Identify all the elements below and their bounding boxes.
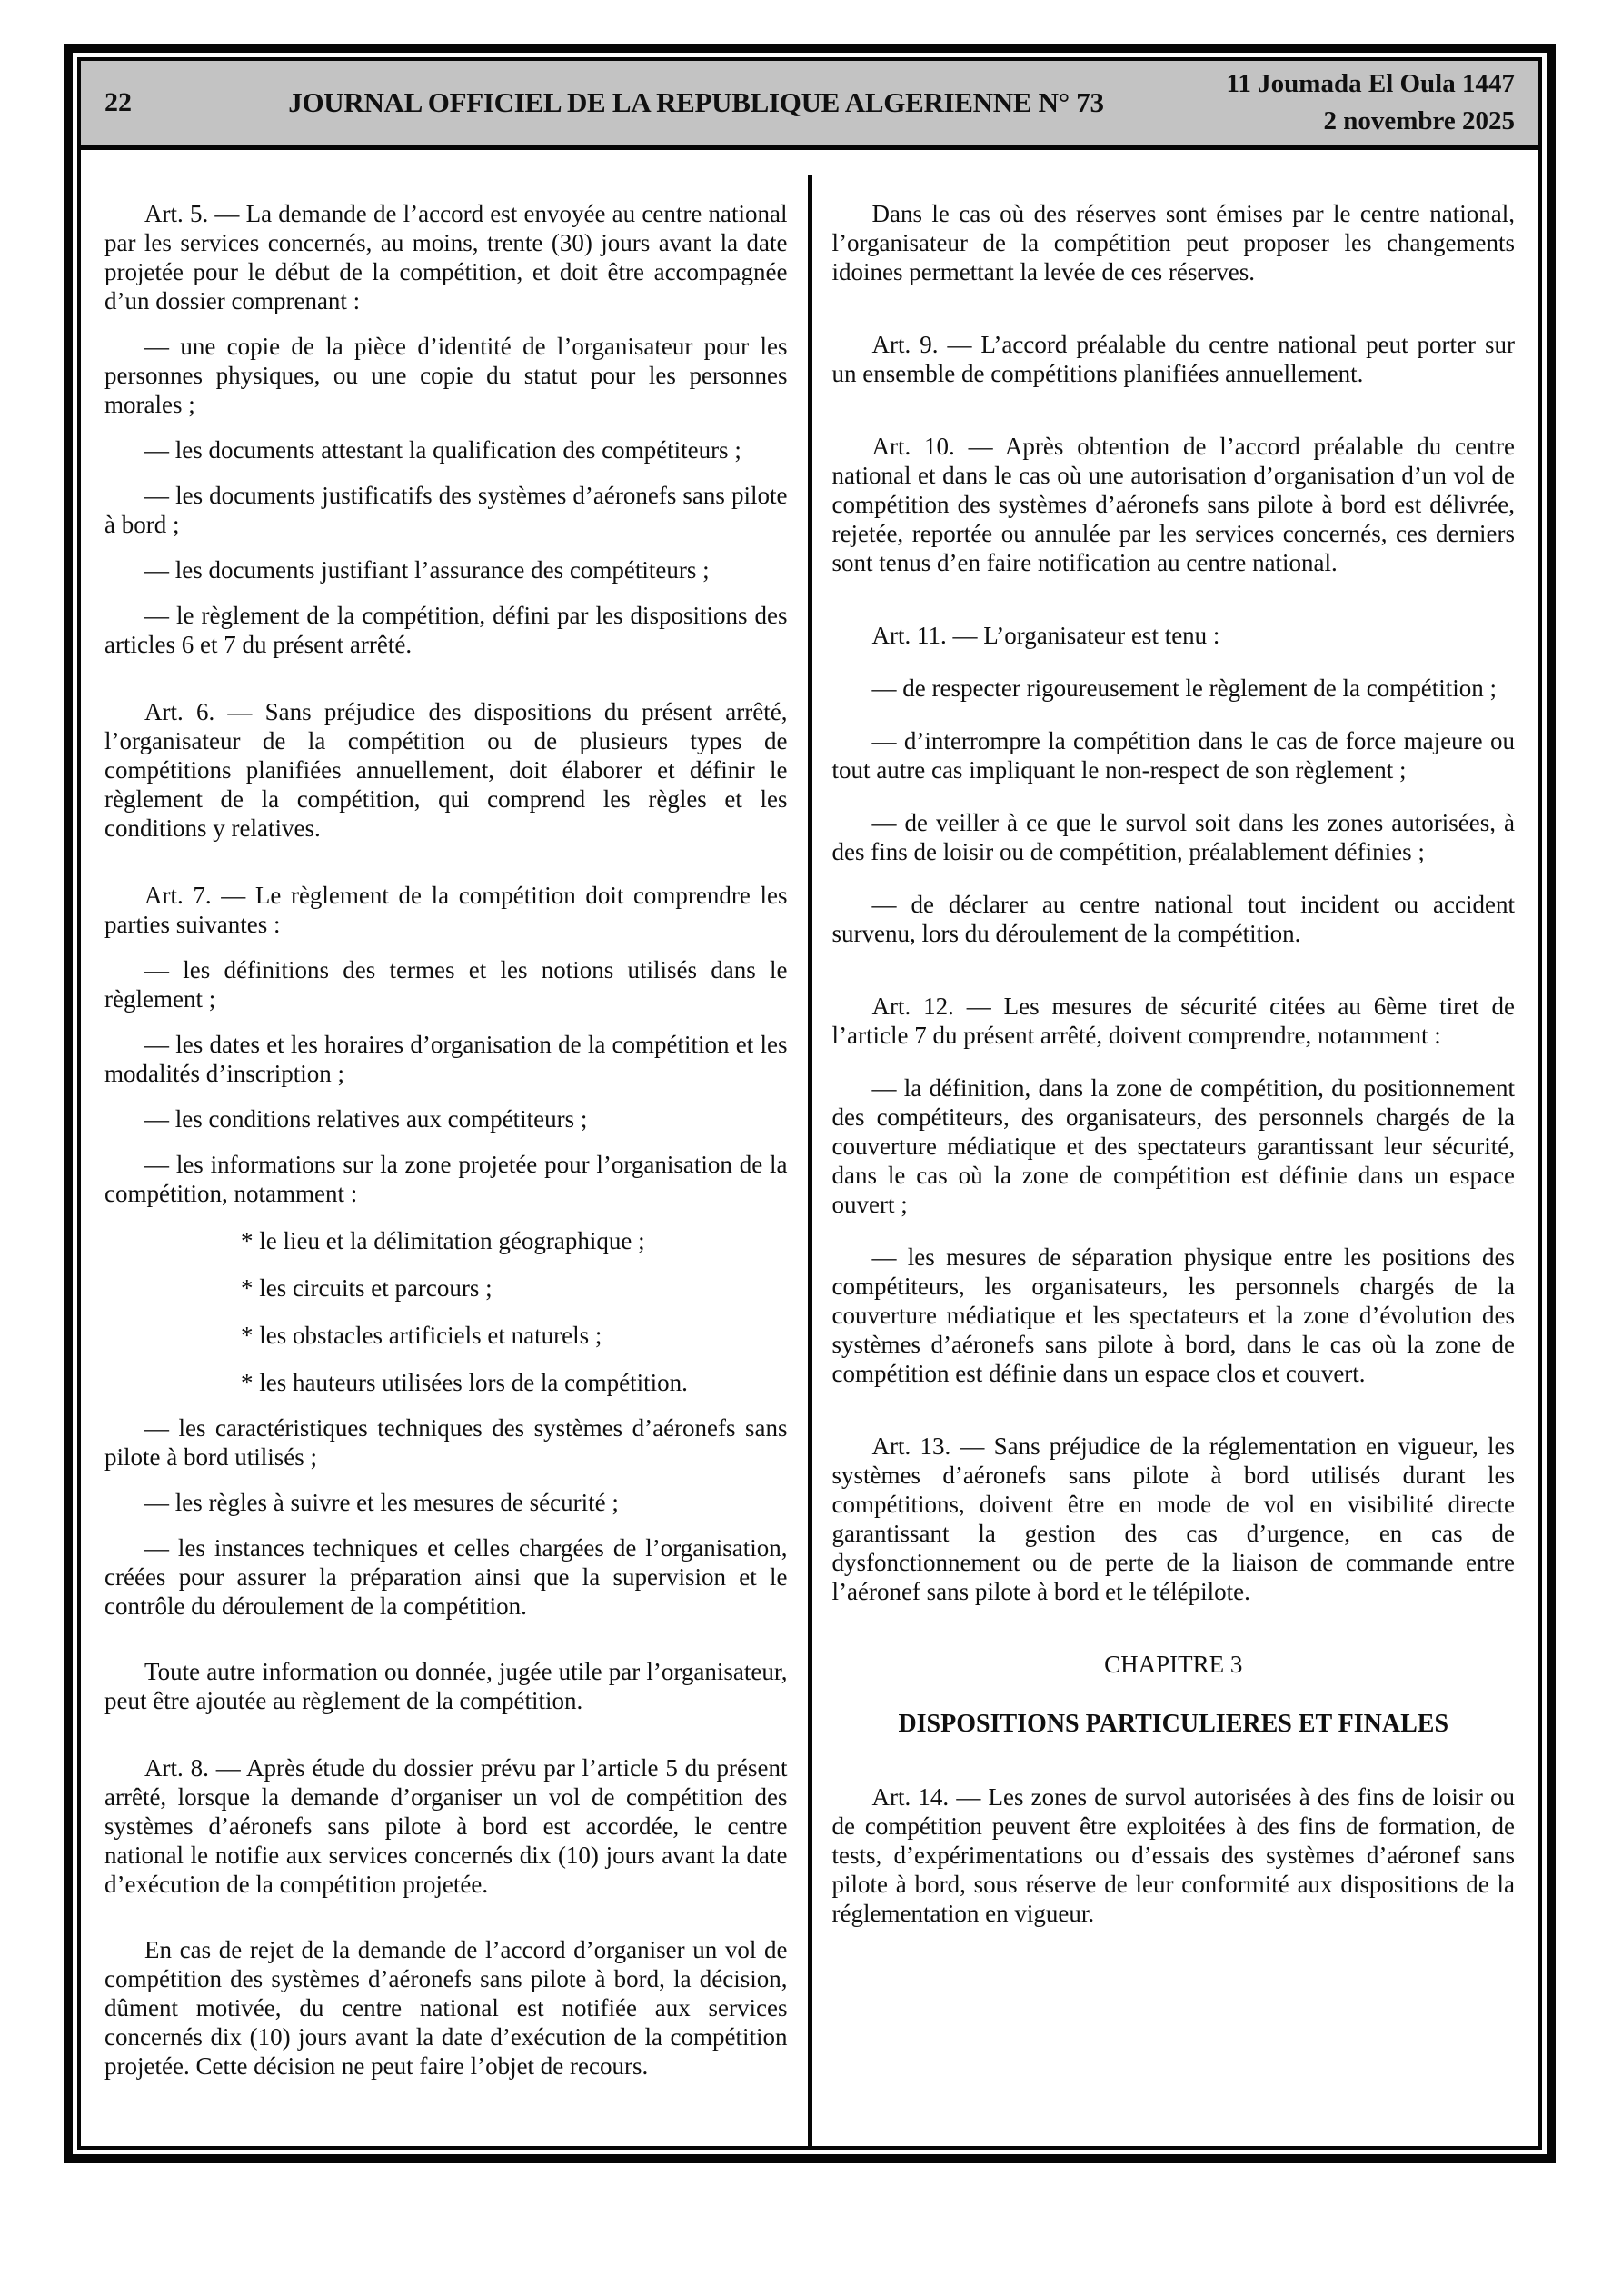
dash-paragraph: — le règlement de la compétition, défini par les dispositions des articles 6 et 7 du présent arrêté. [104,602,788,658]
para-paragraph: Toute autre information ou donnée, jugée utile par l’organisateur, peut être ajoutée au règlement de la compétition. [104,1658,788,1714]
dash-paragraph: — les mesures de séparation physique entre les positions des compétiteurs, les organisateurs, les personnels chargés de la couverture médiatique et les spectateurs et la zone d’évolution des systèmes d’aéronefs sans pilote à bord, dans le cas où la zone de compétition est définie dans un espace clos et couvert. [831,1243,1515,1387]
star-paragraph: * les circuits et parcours ; [241,1274,493,1302]
star-paragraph: * le lieu et la délimitation géographique ; [241,1227,645,1254]
article-paragraph: Art. 8. — Après étude du dossier prévu par l’article 5 du présent arrêté, lorsque la demande d’organiser un vol de compétition des systèmes d’aéronefs sans pilote à bord est accordée, le centre national le notifie aux services concernés dix (10) jours avant la date d’exécution de la compétition projetée. [104,1754,788,1898]
dash-paragraph: — une copie de la pièce d’identité de l’organisateur pour les personnes physiques, ou une copie du statut pour les personnes morales ; [104,333,788,418]
chapter-title-paragraph: DISPOSITIONS PARTICULIERES ET FINALES [898,1710,1449,1738]
dash-paragraph: — les dates et les horaires d’organisation de la compétition et les modalités d’inscription ; [104,1031,788,1087]
masthead [81,61,1538,150]
article-paragraph: Art. 13. — Sans préjudice de la réglementation en vigueur, les systèmes d’aéronefs sans pilote à bord utilisés durant les compétitions, doivent être en mode de vol en visibilité directe garantissant la gestion des cas d’urgence, en cas de dysfonctionnement ou de perte de la liaison de commande entre l’aéronef sans pilote à bord et le télépilote. [831,1433,1515,1605]
masthead-dates [1169,65,1515,140]
dash-paragraph: — les documents justifiant l’assurance des compétiteurs ; [144,556,710,584]
article-paragraph: Art. 12. — Les mesures de sécurité citées au 6ème tiret de l’article 7 du présent arrêté, doivent comprendre, notamment : [831,993,1515,1049]
right-column [832,150,1516,2146]
date-hijri: 11 Joumada El Oula 1447 [1226,69,1515,98]
article-paragraph: Art. 10. — Après obtention de l’accord préalable du centre national et dans le cas où une autorisation d’organisation d’un vol de compétition des systèmes d’aéronefs sans pilote à bord est délivrée, rejetée, reportée ou annulée par les services concernés, ces derniers sont tenus d’en faire notification au centre national. [831,433,1515,576]
column-divider [808,175,812,2146]
article-paragraph: Art. 11. — L’organisateur est tenu : [871,622,1220,649]
document-body [81,150,1538,2146]
article-paragraph: Art. 5. — La demande de l’accord est envoyée au centre national par les services concernés, au moins, trente (30) jours avant la date projetée pour le début de la compétition, et doit être accompagnée d’un dossier comprenant : [104,200,788,314]
journal-title: JOURNAL OFFICIEL DE LA REPUBLIQUE ALGERIENNE N° 73 [288,86,1104,118]
dash-paragraph: — les informations sur la zone projetée pour l’organisation de la compétition, notamment : [104,1151,788,1207]
left-column [104,150,788,2146]
dash-paragraph: — les instances techniques et celles chargées de l’organisation, créées pour assurer la préparation ainsi que la supervision et le contrôle du déroulement de la compétition. [104,1534,788,1620]
chapter-paragraph: CHAPITRE 3 [1104,1651,1243,1678]
dash-paragraph: — les conditions relatives aux compétiteurs ; [144,1105,588,1133]
para-paragraph: En cas de rejet de la demande de l’accord d’organiser un vol de compétition des systèmes d’aéronefs sans pilote à bord, la décision, dûment motivée, du centre national est notifiée aux services concernés dix (10) jours avant la date d’exécution de la compétition projetée. Cette décision ne peut faire l’objet de recours. [104,1936,788,2080]
article-paragraph: Art. 6. — Sans préjudice des dispositions du présent arrêté, l’organisateur de la compétition ou de plusieurs types de compétitions planifiées annuellement, doit élaborer et définir le règlement de la compétition, qui comprend les règles et les conditions y relatives. [104,698,788,842]
dash-paragraph: — d’interrompre la compétition dans le cas de force majeure ou tout autre cas impliquant le non-respect de son règlement ; [831,727,1515,784]
article-paragraph: Art. 9. — L’accord préalable du centre national peut porter sur un ensemble de compétitions planifiées annuellement. [831,331,1515,387]
dash-paragraph: — les caractéristiques techniques des systèmes d’aéronefs sans pilote à bord utilisés ; [104,1414,788,1471]
document-frame-inner [77,57,1542,2150]
article-paragraph: Art. 14. — Les zones de survol autorisées à des fins de loisir ou de compétition peuvent être exploitées à des fins de formation, de tests, d’expérimentations ou d’essais des systèmes d’aéronef sans pilote à bord, sous réserve de leur conformité aux dispositions de la réglementation en vigueur. [831,1783,1515,1927]
dash-paragraph: — de déclarer au centre national tout incident ou accident survenu, lors du déroulement de la compétition. [831,891,1515,947]
dash-paragraph: — la définition, dans la zone de compétition, du positionnement des compétiteurs, des organisateurs, des personnels chargés de la couverture médiatique et des spectateurs garantissant leur sécurité, dans le cas où la zone de compétition est définie dans un espace ouvert ; [831,1074,1515,1218]
dash-paragraph: — les documents attestant la qualification des compétiteurs ; [144,436,741,464]
dash-paragraph: — les définitions des termes et les notions utilisés dans le règlement ; [104,956,788,1013]
star-paragraph: * les hauteurs utilisées lors de la compétition. [241,1369,688,1396]
dash-paragraph: — les documents justificatifs des systèmes d’aéronefs sans pilote à bord ; [104,482,788,538]
article-paragraph: Art. 7. — Le règlement de la compétition doit comprendre les parties suivantes : [104,882,788,938]
para-paragraph: Dans le cas où des réserves sont émises par le centre national, l’organisateur de la compétition peut proposer les changements idoines permettant la levée de ces réserves. [831,200,1515,285]
dash-paragraph: — de respecter rigoureusement le règlement de la compétition ; [871,674,1497,702]
dash-paragraph: — les règles à suivre et les mesures de sécurité ; [144,1489,619,1516]
dash-paragraph: — de veiller à ce que le survol soit dans les zones autorisées, à des fins de loisir ou de compétition, préalablement définies ; [831,809,1515,865]
star-paragraph: * les obstacles artificiels et naturels ; [241,1322,602,1349]
page-number: 22 [104,87,132,117]
document-frame [64,44,1556,2163]
date-gregorian: 2 novembre 2025 [1323,106,1515,135]
